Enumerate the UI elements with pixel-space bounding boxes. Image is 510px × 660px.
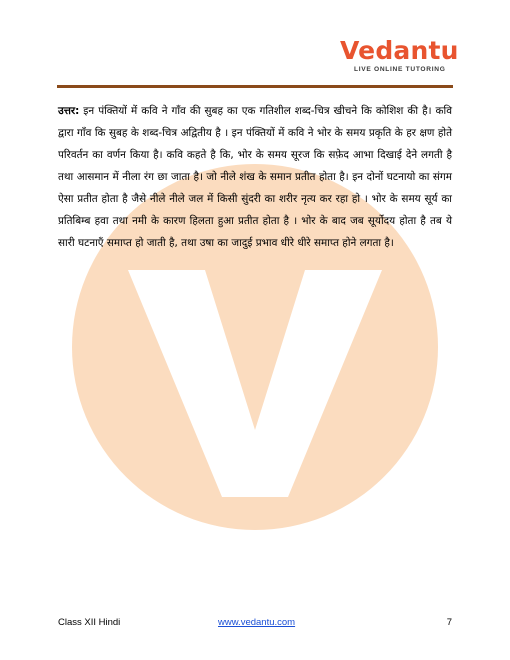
- answer-paragraph: [58, 100, 452, 254]
- footer-class-subject: Class XII Hindi: [58, 617, 121, 628]
- footer-website-link[interactable]: www.vedantu.com: [218, 617, 296, 628]
- header-divider: [57, 85, 453, 88]
- vedantu-logo: [340, 36, 458, 80]
- footer-page-number: 7: [446, 617, 452, 628]
- answer-label: उत्तर:: [58, 105, 80, 117]
- logo-tagline: LIVE ONLINE TUTORING: [354, 66, 446, 73]
- page-footer: [58, 617, 452, 631]
- answer-text: इन पंक्तियों में कवि ने गाँव की सुबह का एक गतिशील शब्द-चित्र खीचने कि कोशिश की है। कवि द्वारा गाँव कि सुबह के शब्द-चित्र अद्वितीय है । इन पंक्तियों में कवि ने भोर के समय प्रकृति के हर क्षण होते परिवर्तन का वर्णन किया है। कवि कहते है कि, भोर के समय सूरज कि सफ़ेद आभा दिखाई देने लगती है तथा आसमान में नीला रंग छा जाता है। जो नीले शंख के समान प्रतीत होता है। इन दोनों घटनायो का संगम ऐसा प्रतीत होता है जैसे नीले नीले जल में किसी सुंदरी का शरीर नृत्य कर रहा हो । भोर के समय सूर्य का प्रतिबिम्ब हवा तथा नमी के कारण हिलता हुआ प्रतीत होता है । भोर के बाद जब सूर्योदय होता है तब ये सारी घटनाएँ समाप्त हो जाती है, तथा उषा का जादुई प्रभाव धीरे धीरे समाप्त होने लगता है।: [58, 105, 452, 249]
- logo-wordmark: Vedantu: [340, 36, 459, 65]
